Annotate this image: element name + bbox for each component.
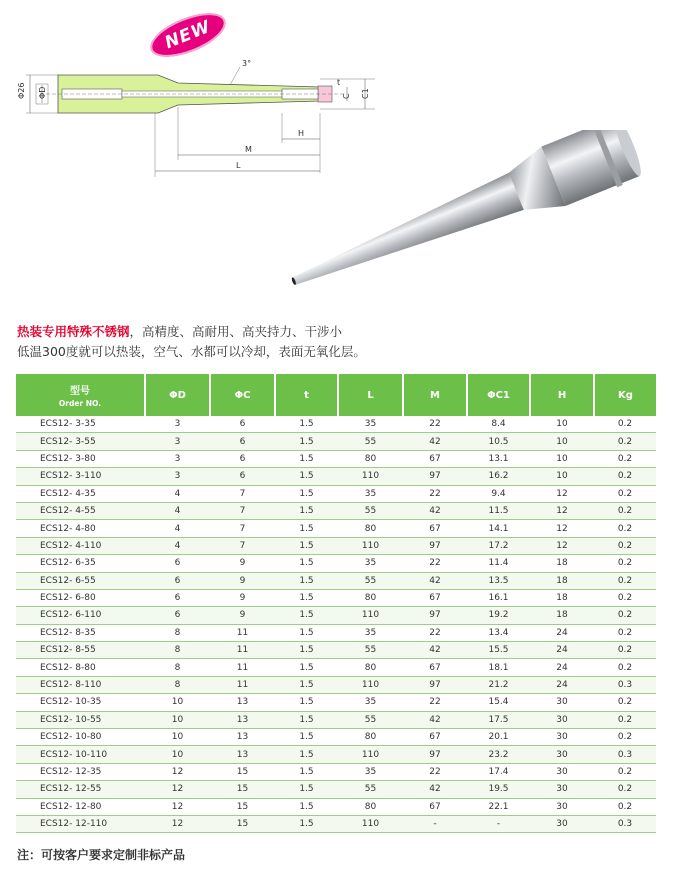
- table-cell: 15: [210, 815, 275, 832]
- table-row: [16, 711, 656, 728]
- table-cell: 0.2: [594, 763, 656, 780]
- table-cell: 12: [145, 763, 210, 780]
- table-row: [16, 537, 656, 554]
- table-cell: 23.2: [467, 746, 530, 763]
- table-cell: 19.2: [467, 607, 530, 624]
- table-cell: 30: [530, 694, 594, 711]
- table-cell: 9: [210, 607, 275, 624]
- table-cell: 13: [210, 746, 275, 763]
- table-cell: 0.2: [594, 537, 656, 554]
- table-cell: 11.4: [467, 555, 530, 572]
- table-cell: 16.2: [467, 468, 530, 485]
- table-cell: 6: [210, 450, 275, 467]
- table-cell: 97: [403, 607, 467, 624]
- table-cell: 30: [530, 763, 594, 780]
- table-row: [16, 729, 656, 746]
- table-cell: 1.5: [275, 450, 338, 467]
- table-cell: 0.2: [594, 555, 656, 572]
- table-body: [16, 416, 656, 833]
- table-cell: 55: [338, 433, 403, 450]
- m-label: M: [245, 145, 252, 154]
- table-cell: 35: [338, 694, 403, 711]
- table-cell: 12: [145, 815, 210, 832]
- table-cell: 8: [145, 659, 210, 676]
- table-cell: 19.5: [467, 781, 530, 798]
- table-cell: 11: [210, 624, 275, 641]
- table-cell: ECS12- 4-80: [16, 520, 145, 537]
- table-cell: 30: [530, 781, 594, 798]
- column-header-label: Kg: [618, 389, 633, 401]
- table-cell: 0.3: [594, 815, 656, 832]
- table-cell: 24: [530, 624, 594, 641]
- table-cell: 0.2: [594, 502, 656, 519]
- table-cell: 30: [530, 798, 594, 815]
- table-cell: 0.2: [594, 711, 656, 728]
- angle-label: 3°: [242, 59, 252, 68]
- table-cell: 35: [338, 485, 403, 502]
- new-badge: NEW: [145, 4, 232, 65]
- table-row: [16, 798, 656, 815]
- table-cell: -: [403, 815, 467, 832]
- table-cell: 42: [403, 781, 467, 798]
- table-cell: 1.5: [275, 781, 338, 798]
- column-header-label: M: [430, 389, 440, 401]
- table-cell: 10: [530, 433, 594, 450]
- table-cell: 18: [530, 555, 594, 572]
- table-cell: 0.2: [594, 694, 656, 711]
- column-header: [338, 374, 403, 416]
- table-cell: 15.4: [467, 694, 530, 711]
- table-row: [16, 781, 656, 798]
- table-cell: ECS12- 3-35: [16, 416, 145, 433]
- table-cell: 0.2: [594, 433, 656, 450]
- table-cell: 110: [338, 815, 403, 832]
- table-cell: 110: [338, 607, 403, 624]
- table-cell: ECS12- 10-110: [16, 746, 145, 763]
- table-cell: 12: [145, 798, 210, 815]
- product-photo: [270, 130, 665, 285]
- table-cell: 97: [403, 537, 467, 554]
- table-cell: 1.5: [275, 502, 338, 519]
- table-cell: 1.5: [275, 433, 338, 450]
- table-cell: 0.2: [594, 642, 656, 659]
- table-cell: 6: [210, 416, 275, 433]
- table-cell: 0.2: [594, 589, 656, 606]
- table-row: [16, 589, 656, 606]
- t-label: t: [337, 78, 341, 87]
- column-header: [16, 374, 145, 416]
- table-cell: 10: [145, 694, 210, 711]
- table-cell: 1.5: [275, 659, 338, 676]
- table-cell: 80: [338, 520, 403, 537]
- table-cell: 67: [403, 659, 467, 676]
- table-cell: 0.3: [594, 746, 656, 763]
- table-cell: 22: [403, 624, 467, 641]
- table-cell: ECS12- 8-80: [16, 659, 145, 676]
- table-cell: 42: [403, 711, 467, 728]
- table-cell: 80: [338, 659, 403, 676]
- column-header: [145, 374, 210, 416]
- table-cell: 13.5: [467, 572, 530, 589]
- table-cell: 10: [145, 729, 210, 746]
- table-cell: 1.5: [275, 416, 338, 433]
- description-line-1-rest: ，高精度、高耐用、高夹持力、干涉小: [129, 324, 343, 339]
- table-cell: 110: [338, 746, 403, 763]
- table-cell: 13: [210, 694, 275, 711]
- table-cell: 18: [530, 589, 594, 606]
- table-cell: 24: [530, 659, 594, 676]
- table-cell: 0.2: [594, 781, 656, 798]
- table-cell: 3: [145, 416, 210, 433]
- table-cell: 18: [530, 572, 594, 589]
- table-cell: 13: [210, 711, 275, 728]
- table-cell: 3: [145, 433, 210, 450]
- table-cell: 6: [145, 572, 210, 589]
- custom-order-note: 注：可按客户要求定制非标产品: [17, 848, 186, 862]
- column-header: [403, 374, 467, 416]
- table-cell: 1.5: [275, 485, 338, 502]
- table-cell: 97: [403, 676, 467, 693]
- table-cell: 0.2: [594, 659, 656, 676]
- table-cell: 0.2: [594, 450, 656, 467]
- table-cell: 8: [145, 676, 210, 693]
- table-cell: ECS12- 10-35: [16, 694, 145, 711]
- column-header-label: 型号: [70, 386, 90, 397]
- table-row: [16, 676, 656, 693]
- h-label: H: [298, 129, 305, 138]
- table-cell: 1.5: [275, 589, 338, 606]
- table-cell: 1.5: [275, 815, 338, 832]
- table-cell: ECS12- 3-110: [16, 468, 145, 485]
- table-cell: 4: [145, 502, 210, 519]
- table-cell: 1.5: [275, 746, 338, 763]
- table-cell: 110: [338, 537, 403, 554]
- table-cell: ECS12- 6-35: [16, 555, 145, 572]
- table-cell: ECS12- 6-80: [16, 589, 145, 606]
- table-cell: 10: [145, 711, 210, 728]
- table-cell: 80: [338, 729, 403, 746]
- table-cell: 8: [145, 642, 210, 659]
- table-row: [16, 642, 656, 659]
- table-cell: 1.5: [275, 676, 338, 693]
- l-label: L: [236, 161, 241, 170]
- table-cell: 55: [338, 711, 403, 728]
- table-cell: ECS12- 6-110: [16, 607, 145, 624]
- c1-label: C1: [361, 88, 370, 99]
- table-cell: 13.1: [467, 450, 530, 467]
- table-cell: 4: [145, 485, 210, 502]
- table-cell: 42: [403, 433, 467, 450]
- table-cell: 22: [403, 694, 467, 711]
- table-cell: 6: [145, 589, 210, 606]
- table-cell: 42: [403, 572, 467, 589]
- table-cell: ECS12- 3-80: [16, 450, 145, 467]
- table-cell: ECS12- 12-55: [16, 781, 145, 798]
- table-cell: ECS12- 12-110: [16, 815, 145, 832]
- table-cell: 22: [403, 763, 467, 780]
- table-cell: 0.2: [594, 572, 656, 589]
- table-cell: 1.5: [275, 468, 338, 485]
- table-cell: 67: [403, 450, 467, 467]
- table-cell: 22: [403, 555, 467, 572]
- table-cell: 35: [338, 416, 403, 433]
- table-row: [16, 502, 656, 519]
- table-cell: 80: [338, 798, 403, 815]
- table-cell: 6: [145, 555, 210, 572]
- table-cell: 11.5: [467, 502, 530, 519]
- table-cell: 42: [403, 642, 467, 659]
- table-cell: 17.5: [467, 711, 530, 728]
- table-cell: 80: [338, 450, 403, 467]
- table-row: [16, 815, 656, 832]
- table-cell: 97: [403, 468, 467, 485]
- table-cell: 4: [145, 537, 210, 554]
- table-row: [16, 555, 656, 572]
- table-cell: 12: [145, 781, 210, 798]
- table-cell: 13: [210, 729, 275, 746]
- table-row: [16, 694, 656, 711]
- table-cell: 110: [338, 468, 403, 485]
- table-cell: 6: [210, 433, 275, 450]
- table-cell: 10: [145, 746, 210, 763]
- table-cell: 55: [338, 502, 403, 519]
- table-cell: 22: [403, 485, 467, 502]
- table-cell: 9: [210, 555, 275, 572]
- table-cell: 67: [403, 729, 467, 746]
- table-cell: 30: [530, 711, 594, 728]
- table-cell: 18: [530, 607, 594, 624]
- table-cell: 67: [403, 520, 467, 537]
- description-highlight: 热装专用特殊不锈钢: [17, 324, 130, 339]
- table-cell: 12: [530, 537, 594, 554]
- table-cell: 15: [210, 763, 275, 780]
- column-header-sublabel: Order NO.: [58, 399, 102, 408]
- table-cell: 1.5: [275, 711, 338, 728]
- table-cell: 9.4: [467, 485, 530, 502]
- phi-d-label: ΦD: [38, 86, 47, 99]
- table-cell: 11: [210, 659, 275, 676]
- table-cell: 1.5: [275, 572, 338, 589]
- table-cell: 9: [210, 589, 275, 606]
- table-cell: 10: [530, 450, 594, 467]
- table-cell: 0.2: [594, 624, 656, 641]
- table-cell: 22.1: [467, 798, 530, 815]
- table-cell: ECS12- 10-55: [16, 711, 145, 728]
- table-cell: 12: [530, 485, 594, 502]
- column-header-label: H: [557, 389, 567, 401]
- column-header: [530, 374, 594, 416]
- table-cell: 35: [338, 624, 403, 641]
- table-cell: 7: [210, 520, 275, 537]
- table-cell: 18.1: [467, 659, 530, 676]
- table-cell: 55: [338, 572, 403, 589]
- table-cell: 4: [145, 520, 210, 537]
- table-row: [16, 468, 656, 485]
- table-row: [16, 763, 656, 780]
- table-cell: 10: [530, 468, 594, 485]
- phi26-label: Φ26: [17, 82, 26, 99]
- table-cell: ECS12- 4-110: [16, 537, 145, 554]
- table-cell: ECS12- 12-35: [16, 763, 145, 780]
- table-cell: 8: [145, 624, 210, 641]
- table-row: [16, 624, 656, 641]
- table-cell: 1.5: [275, 520, 338, 537]
- table-cell: ECS12- 8-55: [16, 642, 145, 659]
- table-cell: 1.5: [275, 729, 338, 746]
- table-row: [16, 485, 656, 502]
- table-cell: 30: [530, 729, 594, 746]
- table-cell: 55: [338, 642, 403, 659]
- column-header-label: ΦC: [234, 389, 251, 401]
- table-cell: 1.5: [275, 537, 338, 554]
- table-cell: 7: [210, 537, 275, 554]
- table-header-row: [16, 374, 656, 416]
- spec-table: [16, 374, 656, 833]
- table-cell: 35: [338, 555, 403, 572]
- table-cell: 1.5: [275, 624, 338, 641]
- table-cell: 0.2: [594, 485, 656, 502]
- table-row: [16, 746, 656, 763]
- table-cell: 10: [530, 416, 594, 433]
- table-cell: 11: [210, 676, 275, 693]
- table-row: [16, 572, 656, 589]
- column-header-label: L: [367, 389, 374, 401]
- description-line-2: 低温300度就可以热装，空气、水都可以冷却，表面无氧化层。: [17, 344, 366, 359]
- table-cell: 0.2: [594, 607, 656, 624]
- table-cell: 55: [338, 781, 403, 798]
- table-cell: ECS12- 8-35: [16, 624, 145, 641]
- table-cell: 24: [530, 676, 594, 693]
- table-cell: -: [467, 815, 530, 832]
- table-row: [16, 433, 656, 450]
- table-cell: 6: [210, 468, 275, 485]
- column-header-label: ΦD: [169, 389, 186, 401]
- table-cell: 67: [403, 589, 467, 606]
- table-cell: 35: [338, 763, 403, 780]
- table-cell: 10.5: [467, 433, 530, 450]
- table-row: [16, 659, 656, 676]
- table-cell: ECS12- 4-55: [16, 502, 145, 519]
- column-header-label: t: [304, 389, 309, 401]
- table-cell: 11: [210, 642, 275, 659]
- table-cell: ECS12- 8-110: [16, 676, 145, 693]
- table-cell: ECS12- 4-35: [16, 485, 145, 502]
- table-cell: 9: [210, 572, 275, 589]
- table-cell: 3: [145, 468, 210, 485]
- table-cell: 13.4: [467, 624, 530, 641]
- table-cell: 24: [530, 642, 594, 659]
- table-cell: 0.2: [594, 798, 656, 815]
- table-cell: 22: [403, 416, 467, 433]
- table-cell: 1.5: [275, 694, 338, 711]
- table-row: [16, 416, 656, 433]
- table-cell: 1.5: [275, 642, 338, 659]
- table-cell: 12: [530, 502, 594, 519]
- table-cell: 1.5: [275, 798, 338, 815]
- table-cell: 42: [403, 502, 467, 519]
- column-header-label: ΦC1: [487, 389, 510, 401]
- table-cell: 80: [338, 589, 403, 606]
- table-cell: 17.2: [467, 537, 530, 554]
- table-cell: 8.4: [467, 416, 530, 433]
- table-cell: 67: [403, 798, 467, 815]
- table-row: [16, 450, 656, 467]
- table-row: [16, 607, 656, 624]
- table-cell: 21.2: [467, 676, 530, 693]
- column-header: [594, 374, 656, 416]
- table-cell: 6: [145, 607, 210, 624]
- table-cell: 1.5: [275, 607, 338, 624]
- table-row: [16, 520, 656, 537]
- column-header: [210, 374, 275, 416]
- table-cell: 97: [403, 746, 467, 763]
- table-cell: ECS12- 6-55: [16, 572, 145, 589]
- column-header: [275, 374, 338, 416]
- table-cell: 110: [338, 676, 403, 693]
- table-cell: 0.3: [594, 676, 656, 693]
- table-cell: 0.2: [594, 468, 656, 485]
- table-cell: 0.2: [594, 520, 656, 537]
- table-cell: 14.1: [467, 520, 530, 537]
- table-cell: 16.1: [467, 589, 530, 606]
- table-cell: ECS12- 12-80: [16, 798, 145, 815]
- table-cell: 30: [530, 746, 594, 763]
- table-cell: 7: [210, 485, 275, 502]
- table-cell: ECS12- 3-55: [16, 433, 145, 450]
- table-cell: 0.2: [594, 729, 656, 746]
- table-cell: 3: [145, 450, 210, 467]
- table-cell: 1.5: [275, 763, 338, 780]
- table-cell: 15: [210, 798, 275, 815]
- table-cell: ECS12- 10-80: [16, 729, 145, 746]
- table-cell: 12: [530, 520, 594, 537]
- column-header: [467, 374, 530, 416]
- product-description: [17, 322, 657, 362]
- table-cell: 7: [210, 502, 275, 519]
- table-cell: 0.2: [594, 416, 656, 433]
- table-cell: 1.5: [275, 555, 338, 572]
- table-cell: 17.4: [467, 763, 530, 780]
- c-label: C: [342, 93, 351, 99]
- table-cell: 30: [530, 815, 594, 832]
- table-cell: 15: [210, 781, 275, 798]
- description-line-1: [17, 322, 657, 342]
- table-cell: 15.5: [467, 642, 530, 659]
- table-cell: 20.1: [467, 729, 530, 746]
